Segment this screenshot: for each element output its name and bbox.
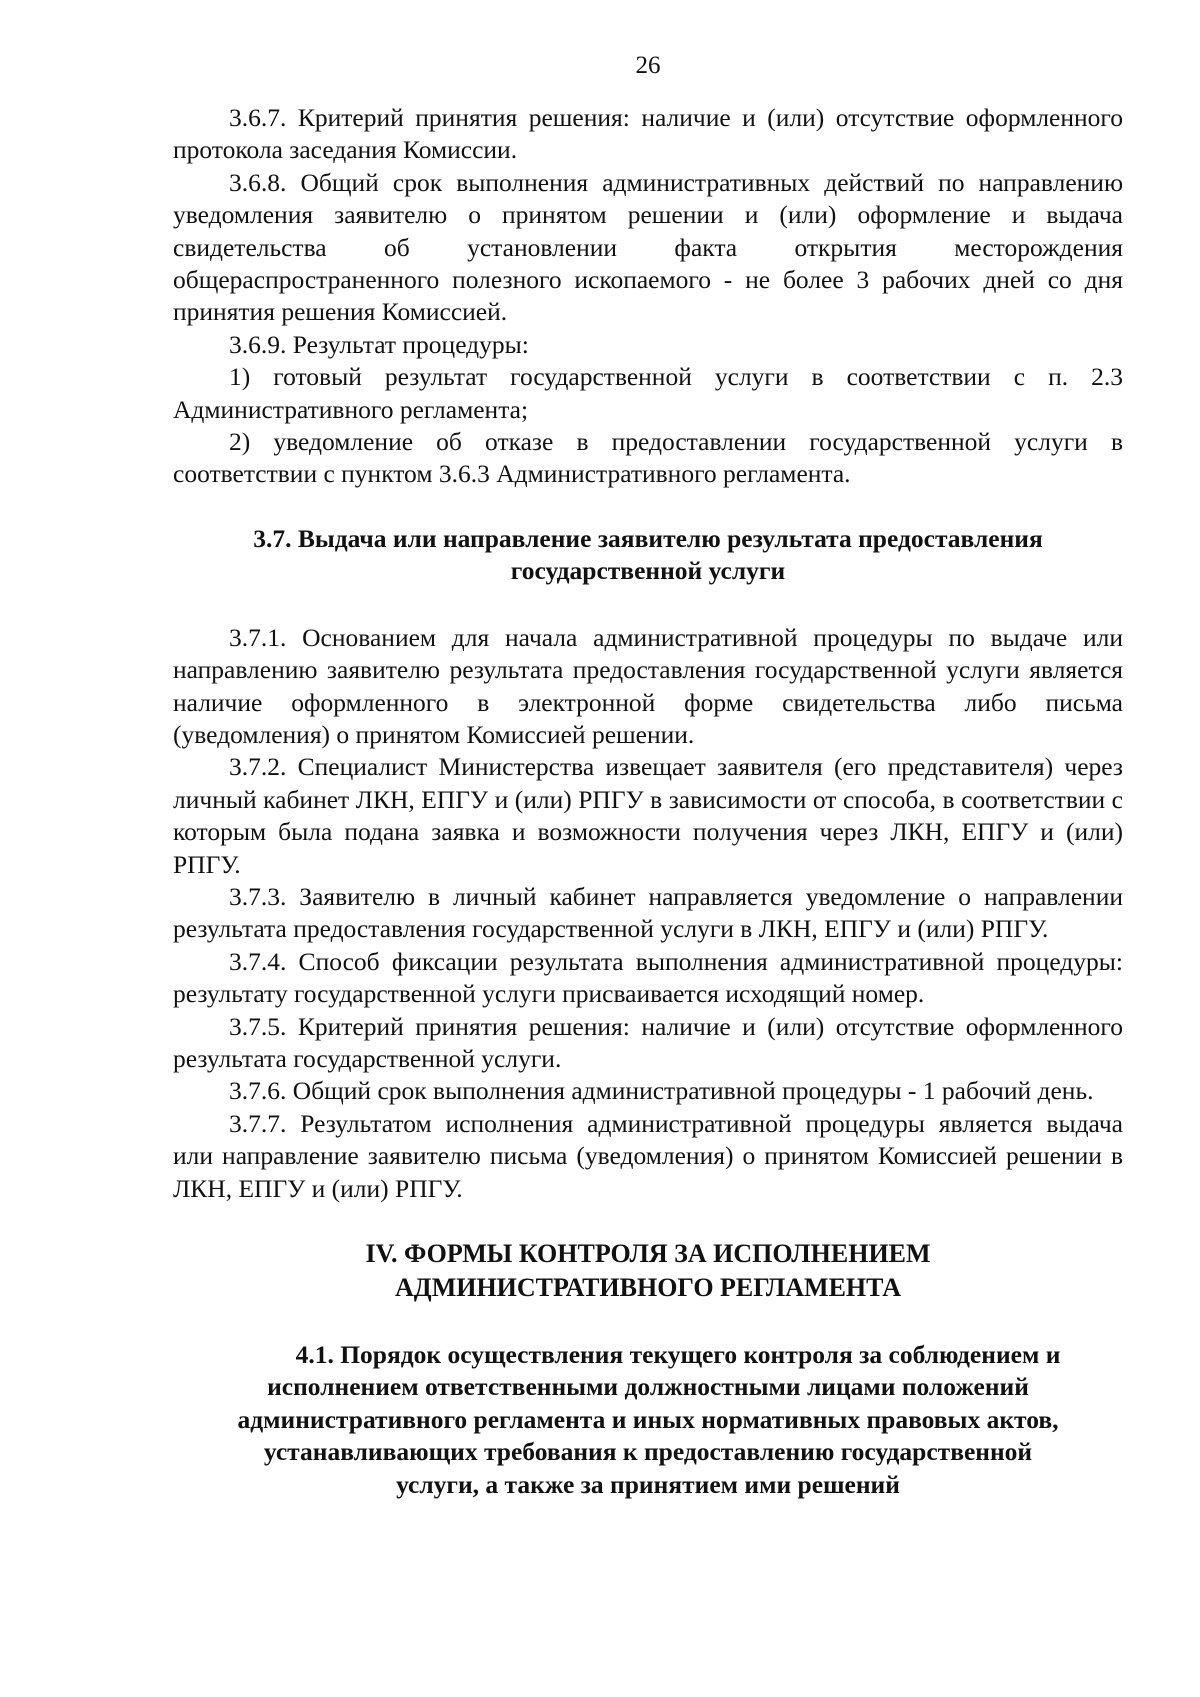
paragraph-3-7-6: 3.7.6. Общий срок выполнения административной процедуры - 1 рабочий день. [229,1076,1094,1106]
section-heading-3-7 [173,523,1123,588]
paragraph-3-6-9: 3.6.9. Результат процедуры: [229,329,529,359]
page-number: 26 [635,52,661,79]
paragraph-3-7-1: 3.7.1. Основанием для начала административной процедуры по выдаче или направлению заявителю результата предоставления государственной услуги является наличие оформленного в электронной форме свидетельства либо письма (уведомления) о принятом Комиссией решении. [173,622,1123,749]
list-item-2: 2) уведомление об отказе в предоставлении государственной услуги в соответствии с пунктом 3.6.3 Административного регламента. [173,427,1123,489]
section-heading-4-1-line5: услуги, а также за принятием ими решений [396,1469,900,1499]
list-item-1: 1) готовый результат государственной услуги в соответствии с п. 2.3 Административного регламента; [173,362,1123,424]
paragraph-3-7-4: 3.7.4. Способ фиксации результата выполнения административной процедуры: результату государственной услуги присваивается исходящий номер. [173,946,1123,1009]
paragraph-3-7-5: 3.7.5. Критерий принятия решения: наличие и (или) отсутствие оформленного результата государственной услуги. [173,1011,1123,1073]
paragraph-3-6-7: 3.6.7. Критерий принятия решения: наличие и (или) отсутствие оформленного протокола заседания Комиссии. [173,103,1123,165]
section-heading-4-1-line1: 4.1. Порядок осуществления текущего контроля за соблюдением и [295,1340,1061,1369]
chapter-heading-iv [173,1237,1123,1305]
section-heading-4-1 [173,1339,1123,1501]
section-heading-4-1-line2: исполнением ответственными должностными лицами положений [267,1372,1029,1402]
section-heading-4-1-line3: административного регламента и иных нормативных правовых актов, [237,1404,1059,1434]
section-heading-3-7-line2: государственной услуги [510,556,786,586]
paragraph-3-7-7: 3.7.7. Результатом исполнения административной процедуры является выдача или направление заявителю письма (уведомления) о принятом Комиссией решении в ЛКН, ЕПГУ и (или) РПГУ. [173,1108,1123,1203]
paragraph-3-6-8: 3.6.8. Общий срок выполнения административных действий по направлению уведомления заявителю о принятом решении и (или) оформление и выдача свидетельства об установлении факта открытия месторождения общераспространенного полезного ископаемого - не более 3 рабочих дней со дня принятия решения Комиссией. [173,167,1123,327]
document-page [173,52,1123,1501]
section-heading-4-1-line4: устанавливающих требования к предоставлению государственной [263,1437,1033,1467]
paragraph-3-7-3: 3.7.3. Заявителю в личный кабинет направляется уведомление о направлении результата предоставления государственной услуги в ЛКН, ЕПГУ и (или) РПГУ. [173,881,1123,944]
chapter-heading-iv-line1: IV. ФОРМЫ КОНТРОЛЯ ЗА ИСПОЛНЕНИЕМ [365,1239,931,1268]
section-heading-3-7-line1: 3.7. Выдача или направление заявителю результата предоставления [253,523,1043,553]
chapter-heading-iv-line2: АДМИНИСТРАТИВНОГО РЕГЛАМЕНТА [395,1273,901,1302]
paragraph-3-7-2: 3.7.2. Специалист Министерства извещает заявителя (его представителя) через личный кабинет ЛКН, ЕПГУ и (или) РПГУ в зависимости от способа, в соответствии с которым была подана заявка и возможности получения через ЛКН, ЕПГУ и (или) РПГУ. [173,752,1123,879]
